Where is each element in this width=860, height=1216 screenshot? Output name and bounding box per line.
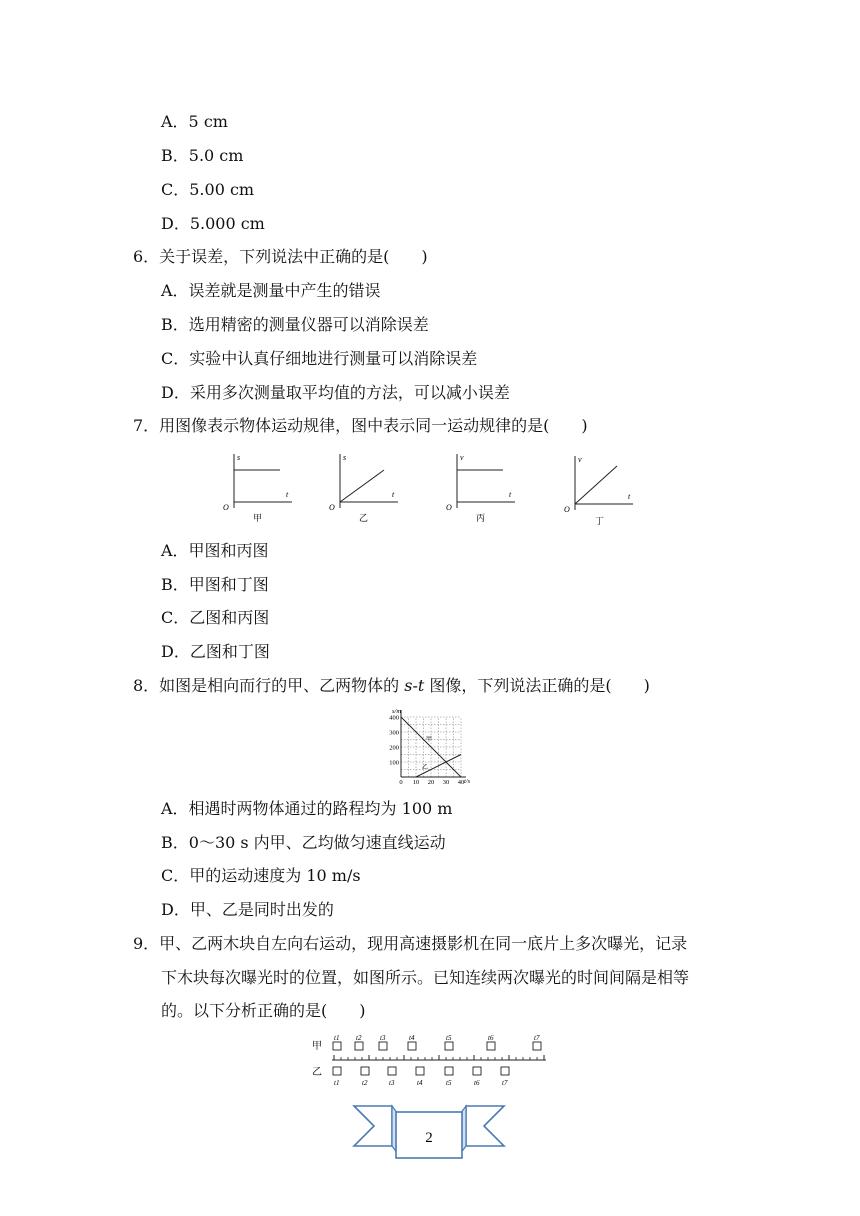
graph-jia-origin: O bbox=[223, 503, 229, 512]
y-tick-label: 300 bbox=[389, 729, 399, 737]
q6-option-b: B．选用精密的测量仪器可以消除误差 bbox=[161, 315, 429, 334]
graph-jia-ylabel: s bbox=[237, 453, 241, 462]
jia-block bbox=[445, 1042, 453, 1050]
graph-ding-ylabel: v bbox=[578, 455, 582, 464]
jia-time-label: t6 bbox=[488, 1034, 494, 1042]
yi-block bbox=[416, 1067, 424, 1075]
q6-option-c: C．实验中认真仔细地进行测量可以消除误差 bbox=[161, 349, 478, 368]
jia-time-label: t1 bbox=[334, 1034, 340, 1042]
yi-block bbox=[501, 1067, 509, 1075]
q7-stem: 7．用图像表示物体运动规律，图中表示同一运动规律的是( ) bbox=[133, 416, 588, 435]
q8-stem-post: 图像，下列说法正确的是( ) bbox=[424, 676, 650, 695]
graph-bing-xlabel: t bbox=[509, 490, 512, 499]
chart-ylabel: s/m bbox=[392, 708, 402, 715]
x-tick-label: 30 bbox=[442, 779, 450, 784]
graph-bing bbox=[446, 453, 515, 523]
yi-block bbox=[333, 1067, 341, 1075]
yi-block bbox=[388, 1067, 396, 1075]
x-tick-label: 40 bbox=[457, 779, 465, 784]
jia-block bbox=[487, 1042, 495, 1050]
q5-option-b: B．5.0 cm bbox=[161, 146, 244, 165]
yi-time-label: t7 bbox=[502, 1079, 508, 1087]
q9-stem-line-2: 下木块每次曝光时的位置，如图所示。已知连续两次曝光的时间间隔是相等 bbox=[161, 968, 690, 987]
q9-stem-line-1: 9．甲、乙两木块自左向右运动，现用高速摄影机在同一底片上多次曝光，记录 bbox=[133, 934, 688, 953]
jia-block bbox=[355, 1042, 363, 1050]
jia-time-label: t3 bbox=[380, 1034, 386, 1042]
row-label-jia: 甲 bbox=[312, 1041, 322, 1052]
row-label-yi: 乙 bbox=[312, 1067, 322, 1078]
graph-bing-ylabel: v bbox=[460, 453, 464, 462]
yi-block bbox=[445, 1067, 453, 1075]
jia-block bbox=[333, 1042, 341, 1050]
x-tick-label: 10 bbox=[412, 779, 420, 784]
yi-time-label: t3 bbox=[389, 1079, 395, 1087]
q6-option-a: A．误差就是测量中产生的错误 bbox=[161, 281, 381, 300]
q8-st-chart bbox=[378, 704, 478, 784]
graph-ding-origin: O bbox=[564, 505, 570, 514]
chart-xlabel: t/s bbox=[464, 778, 471, 784]
series-label-jia: 甲 bbox=[426, 737, 433, 743]
q5-option-c: C．5.00 cm bbox=[161, 180, 255, 199]
yi-time-label: t5 bbox=[446, 1079, 452, 1087]
jia-block bbox=[408, 1042, 416, 1050]
graph-ding-xlabel: t bbox=[628, 492, 631, 501]
graph-yi-origin: O bbox=[329, 503, 335, 512]
yi-time-label: t2 bbox=[362, 1079, 368, 1087]
q7-graphs bbox=[220, 448, 650, 530]
jia-block bbox=[533, 1042, 541, 1050]
graph-bing-origin: O bbox=[446, 503, 452, 512]
yi-time-label: t4 bbox=[417, 1079, 423, 1087]
q8-option-a: A．相遇时两物体通过的路程均为 100 m bbox=[161, 799, 453, 818]
graph-ding-caption: 丁 bbox=[595, 516, 605, 526]
q9-exposure-figure bbox=[308, 1030, 558, 1092]
page-number-banner bbox=[352, 1100, 506, 1162]
q6-stem: 6．关于误差，下列说法中正确的是( ) bbox=[133, 247, 428, 266]
q6-option-d: D．采用多次测量取平均值的方法，可以减小误差 bbox=[161, 383, 510, 402]
q8-option-b: B．0～30 s 内甲、乙均做匀速直线运动 bbox=[161, 833, 446, 852]
x-tick-label: 0 bbox=[399, 779, 403, 784]
graph-jia-caption: 甲 bbox=[253, 513, 263, 523]
yi-block bbox=[473, 1067, 481, 1075]
graph-yi-caption: 乙 bbox=[359, 513, 369, 523]
x-tick-label: 20 bbox=[427, 779, 435, 784]
q5-option-d: D．5.000 cm bbox=[161, 214, 265, 233]
graph-bing-caption: 丙 bbox=[476, 513, 486, 523]
q7-option-d: D．乙图和丁图 bbox=[161, 642, 270, 661]
page-number: 2 bbox=[425, 1130, 433, 1146]
y-tick-label: 200 bbox=[389, 744, 399, 752]
q5-option-a: A．5 cm bbox=[161, 112, 228, 131]
graph-yi bbox=[329, 453, 398, 523]
graph-yi-ylabel: s bbox=[343, 453, 347, 462]
jia-time-label: t2 bbox=[356, 1034, 362, 1042]
yi-time-label: t1 bbox=[334, 1079, 340, 1087]
y-tick-label: 100 bbox=[389, 759, 399, 767]
jia-time-label: t4 bbox=[409, 1034, 415, 1042]
y-tick-label: 400 bbox=[389, 714, 399, 722]
q8-option-c: C．甲的运动速度为 10 m/s bbox=[161, 866, 361, 885]
yi-block bbox=[361, 1067, 369, 1075]
q7-option-a: A．甲图和丙图 bbox=[161, 541, 269, 560]
series-label-yi: 乙 bbox=[422, 765, 429, 771]
graph-ding bbox=[564, 455, 633, 526]
jia-time-label: t5 bbox=[446, 1034, 452, 1042]
graph-yi-xlabel: t bbox=[392, 490, 395, 499]
q8-stem bbox=[133, 676, 650, 696]
q8-stem-italic: s-t bbox=[404, 676, 425, 695]
graph-jia bbox=[223, 453, 292, 523]
q9-stem-line-3: 的。以下分析正确的是( ) bbox=[161, 1001, 366, 1020]
jia-block bbox=[379, 1042, 387, 1050]
q7-option-c: C．乙图和丙图 bbox=[161, 608, 270, 627]
graph-jia-xlabel: t bbox=[286, 490, 289, 499]
yi-time-label: t6 bbox=[474, 1079, 480, 1087]
q8-option-d: D．甲、乙是同时出发的 bbox=[161, 900, 334, 919]
q8-stem-pre: 8．如图是相向而行的甲、乙两物体的 bbox=[133, 676, 405, 695]
q7-option-b: B．甲图和丁图 bbox=[161, 575, 269, 594]
jia-time-label: t7 bbox=[534, 1034, 540, 1042]
